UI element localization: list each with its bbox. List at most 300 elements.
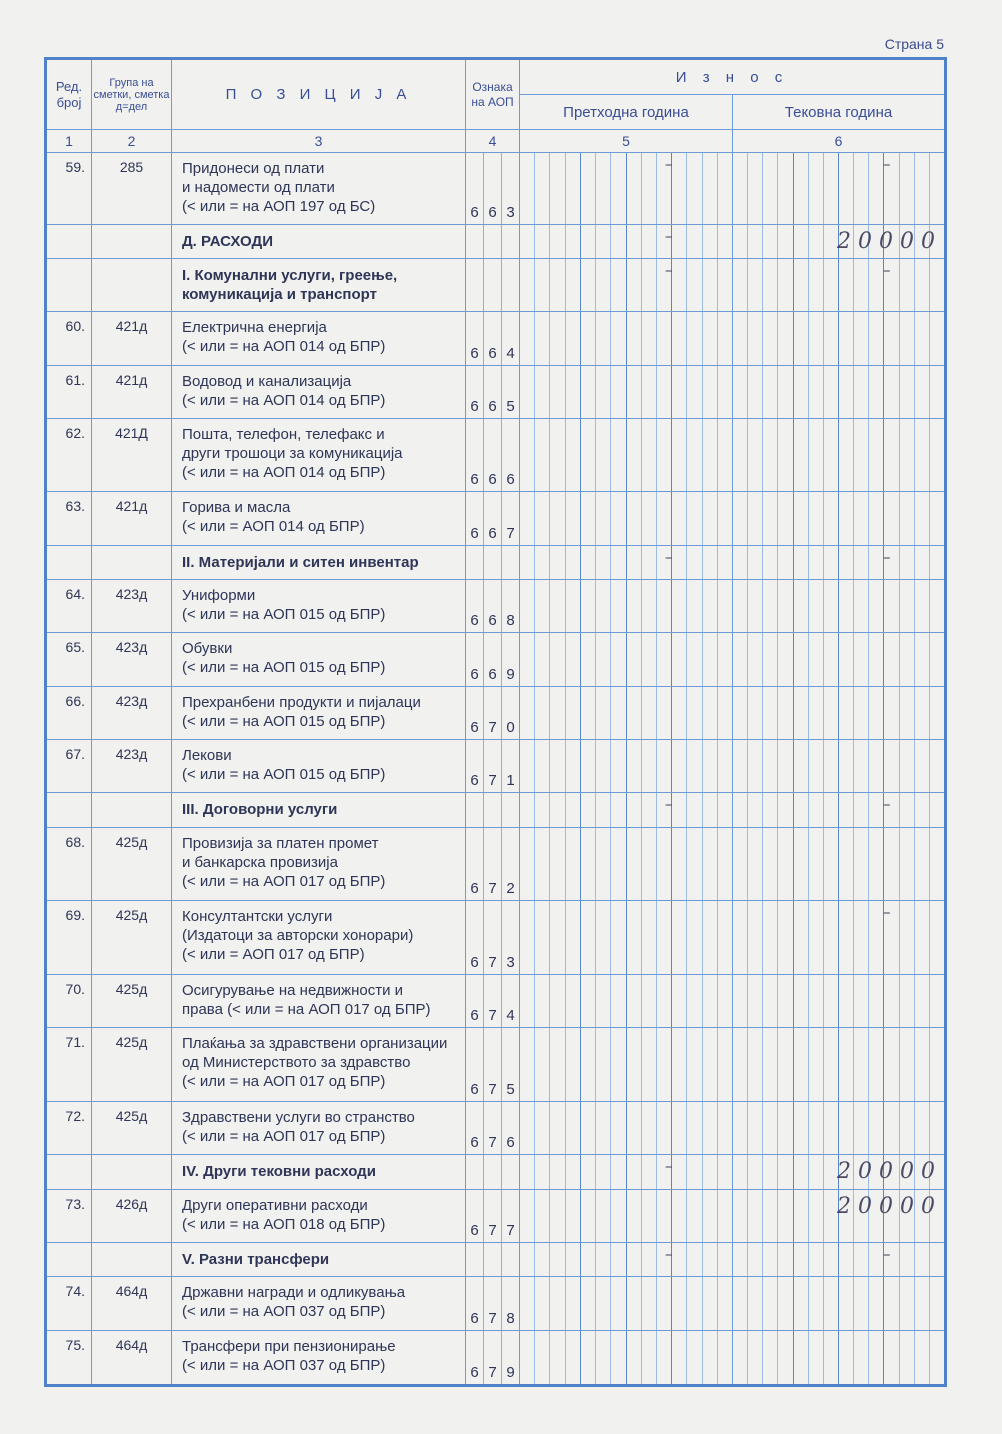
aop-digit: 0 bbox=[501, 719, 519, 736]
col-number-4: 4 bbox=[466, 130, 520, 153]
position-description: Трансфери при пензионирање (< или = на АОП 037 од БПР) bbox=[172, 1330, 466, 1385]
amount-current-year[interactable] bbox=[733, 1028, 946, 1102]
aop-grid bbox=[466, 225, 519, 259]
aop-digit: 6 bbox=[470, 771, 479, 789]
amount-grid bbox=[520, 633, 732, 685]
row-number: 75. bbox=[46, 1330, 92, 1385]
aop-digit: 6 bbox=[483, 666, 501, 683]
amount-previous-year[interactable] bbox=[520, 633, 733, 686]
form-rows bbox=[46, 153, 946, 1386]
account-group: 425д bbox=[92, 1101, 172, 1154]
aop-digit: 6 bbox=[470, 524, 479, 542]
amount-grid bbox=[520, 793, 732, 827]
aop-digit: 7 bbox=[483, 719, 501, 736]
amount-previous-year[interactable] bbox=[520, 827, 733, 901]
amount-grid bbox=[733, 687, 944, 739]
aop-code bbox=[466, 827, 520, 901]
aop-code bbox=[466, 224, 520, 259]
aop-digit: 6 bbox=[470, 665, 479, 683]
amount-grid bbox=[520, 366, 732, 418]
aop-digit: 6 bbox=[470, 344, 479, 362]
account-group: 425д bbox=[92, 827, 172, 901]
aop-digit: 6 bbox=[470, 1133, 479, 1151]
handwritten-dash: – bbox=[883, 155, 891, 173]
amount-grid bbox=[520, 225, 732, 259]
amount-grid bbox=[520, 1190, 732, 1242]
row-number: 62. bbox=[46, 418, 92, 492]
position-description: Лекови (< или = на АОП 015 од БПР) bbox=[172, 739, 466, 792]
amount-current-year[interactable] bbox=[733, 1101, 946, 1154]
aop-digit: 5 bbox=[501, 1081, 519, 1098]
account-group: 425д bbox=[92, 1028, 172, 1102]
amount-grid bbox=[733, 312, 944, 364]
aop-digit: 5 bbox=[501, 398, 519, 415]
handwritten-dash: – bbox=[883, 1244, 891, 1263]
aop-code bbox=[466, 974, 520, 1027]
aop-digit: 6 bbox=[483, 471, 501, 488]
aop-digit: 7 bbox=[483, 1007, 501, 1024]
amount-current-year[interactable] bbox=[733, 580, 946, 633]
handwritten-dash: – bbox=[665, 1244, 673, 1263]
aop-digit: 6 bbox=[483, 525, 501, 542]
account-group: 464д bbox=[92, 1330, 172, 1385]
handwritten-dash: – bbox=[665, 261, 673, 280]
aop-digits bbox=[466, 1310, 519, 1327]
row-number: 65. bbox=[46, 633, 92, 686]
amount-current-year[interactable] bbox=[733, 312, 946, 365]
aop-code bbox=[466, 1242, 520, 1277]
header-grupa-smetki: Група на сметки, сметка д=дел bbox=[92, 59, 172, 130]
amount-previous-year[interactable] bbox=[520, 492, 733, 545]
header-pozicija: П О З И Ц И Ј А bbox=[172, 59, 466, 130]
table-row bbox=[46, 580, 946, 633]
aop-digit: 6 bbox=[470, 880, 479, 898]
table-row bbox=[46, 633, 946, 686]
amount-previous-year[interactable] bbox=[520, 1330, 733, 1385]
amount-grid bbox=[520, 312, 732, 364]
account-group: 421д bbox=[92, 312, 172, 365]
row-number: 67. bbox=[46, 739, 92, 792]
row-number: 70. bbox=[46, 974, 92, 1027]
aop-digits bbox=[466, 204, 519, 221]
table-row bbox=[46, 1330, 946, 1385]
amount-previous-year[interactable] bbox=[520, 365, 733, 418]
aop-digit: 3 bbox=[501, 954, 519, 971]
aop-code bbox=[466, 259, 520, 312]
aop-digits bbox=[466, 612, 519, 629]
header-red-broj: Ред. број bbox=[46, 59, 92, 130]
position-description: Пошта, телефон, телефакс и други трошоци за комуникација (< или = на АОП 014 од БПР) bbox=[172, 418, 466, 492]
handwritten-dash: – bbox=[665, 226, 673, 245]
amount-current-year[interactable] bbox=[733, 1330, 946, 1385]
amount-grid bbox=[520, 580, 732, 632]
amount-grid bbox=[733, 901, 944, 974]
aop-digits bbox=[466, 345, 519, 362]
aop-digit: 6 bbox=[483, 204, 501, 221]
table-row bbox=[46, 1277, 946, 1330]
aop-code bbox=[466, 1277, 520, 1330]
position-description: Провизија за платен промет и банкарска провизија (< или = на АОП 017 од БПР) bbox=[172, 827, 466, 901]
col-number-1: 1 bbox=[46, 130, 92, 153]
amount-current-year[interactable] bbox=[733, 633, 946, 686]
aop-digit: 7 bbox=[483, 1134, 501, 1151]
position-description: Здравствени услуги во странство (< или = на АОП 017 од БПР) bbox=[172, 1101, 466, 1154]
amount-previous-year[interactable] bbox=[520, 312, 733, 365]
aop-digit: 9 bbox=[501, 666, 519, 683]
row-number: 59. bbox=[46, 153, 92, 225]
row-number bbox=[46, 1242, 92, 1277]
aop-code bbox=[466, 901, 520, 975]
account-group: 425д bbox=[92, 974, 172, 1027]
col-number-6: 6 bbox=[733, 130, 946, 153]
handwritten-dash: – bbox=[665, 794, 673, 813]
amount-current-year[interactable] bbox=[733, 792, 946, 827]
row-number: 60. bbox=[46, 312, 92, 365]
account-group bbox=[92, 1242, 172, 1277]
amount-current-year[interactable] bbox=[733, 418, 946, 492]
position-description: Обувки (< или = на АОП 015 од БПР) bbox=[172, 633, 466, 686]
handwritten-dash: – bbox=[883, 794, 891, 813]
col-number-5: 5 bbox=[520, 130, 733, 153]
row-number bbox=[46, 545, 92, 580]
amount-previous-year[interactable] bbox=[520, 1189, 733, 1242]
header-iznos: И з н о с bbox=[520, 59, 946, 95]
amount-grid bbox=[733, 546, 944, 580]
aop-digit: 6 bbox=[470, 471, 479, 489]
row-number: 71. bbox=[46, 1028, 92, 1102]
amount-previous-year[interactable] bbox=[520, 418, 733, 492]
handwritten-dash: – bbox=[665, 155, 673, 173]
account-group: 421д bbox=[92, 365, 172, 418]
aop-digit: 1 bbox=[501, 772, 519, 789]
row-number bbox=[46, 792, 92, 827]
aop-digit: 6 bbox=[470, 203, 479, 221]
account-group: 423д bbox=[92, 739, 172, 792]
amount-current-year[interactable] bbox=[733, 686, 946, 739]
aop-digit: 6 bbox=[470, 953, 479, 971]
handwritten-dash: – bbox=[665, 547, 673, 566]
amount-current-year[interactable] bbox=[733, 974, 946, 1027]
aop-digits bbox=[466, 666, 519, 683]
aop-digits bbox=[466, 772, 519, 789]
aop-code bbox=[466, 792, 520, 827]
aop-digits bbox=[466, 398, 519, 415]
aop-digit: 7 bbox=[483, 1310, 501, 1327]
aop-grid bbox=[466, 546, 519, 580]
position-description: Униформи (< или = на АОП 015 од БПР) bbox=[172, 580, 466, 633]
account-group: 426д bbox=[92, 1189, 172, 1242]
aop-digit: 6 bbox=[470, 397, 479, 415]
aop-digit: 6 bbox=[501, 471, 519, 488]
position-description: Други оперативни расходи (< или = на АОП 018 од БПР) bbox=[172, 1189, 466, 1242]
amount-current-year[interactable] bbox=[733, 259, 946, 312]
section-row bbox=[46, 1154, 946, 1189]
table-row bbox=[46, 1101, 946, 1154]
amount-grid bbox=[733, 366, 944, 418]
aop-digit: 6 bbox=[470, 1221, 479, 1239]
row-number: 66. bbox=[46, 686, 92, 739]
handwritten-dash: – bbox=[883, 261, 891, 280]
table-row bbox=[46, 739, 946, 792]
aop-grid bbox=[466, 793, 519, 827]
amount-previous-year[interactable] bbox=[520, 739, 733, 792]
aop-digit: 8 bbox=[501, 612, 519, 629]
section-title: IV. Други тековни расходи bbox=[172, 1154, 466, 1189]
aop-digit: 6 bbox=[483, 612, 501, 629]
amount-current-year[interactable] bbox=[733, 827, 946, 901]
amount-grid bbox=[733, 975, 944, 1027]
page-number-label: Страна 5 bbox=[884, 36, 944, 52]
amount-grid bbox=[733, 259, 944, 311]
amount-previous-year[interactable] bbox=[520, 1277, 733, 1330]
amount-current-year[interactable] bbox=[733, 1277, 946, 1330]
section-row bbox=[46, 259, 946, 312]
row-number: 72. bbox=[46, 1101, 92, 1154]
account-group bbox=[92, 1154, 172, 1189]
position-description: Горива и масла (< или = АОП 014 од БПР) bbox=[172, 492, 466, 545]
aop-digit: 2 bbox=[501, 880, 519, 897]
amount-grid bbox=[733, 740, 944, 792]
aop-grid bbox=[466, 259, 519, 311]
aop-digit: 6 bbox=[470, 612, 479, 630]
account-group bbox=[92, 224, 172, 259]
amount-grid bbox=[520, 687, 732, 739]
aop-code bbox=[466, 492, 520, 545]
aop-digits bbox=[466, 954, 519, 971]
table-row bbox=[46, 418, 946, 492]
position-description: Државни награди и одликувања (< или = на АОП 037 од БПР) bbox=[172, 1277, 466, 1330]
aop-digit: 9 bbox=[501, 1364, 519, 1381]
amount-current-year[interactable] bbox=[733, 739, 946, 792]
amount-current-year[interactable] bbox=[733, 901, 946, 975]
aop-digit: 6 bbox=[470, 1080, 479, 1098]
table-row bbox=[46, 492, 946, 545]
amount-previous-year[interactable] bbox=[520, 901, 733, 975]
amount-previous-year[interactable] bbox=[520, 1101, 733, 1154]
account-group bbox=[92, 792, 172, 827]
row-number: 69. bbox=[46, 901, 92, 975]
amount-grid bbox=[733, 633, 944, 685]
amount-current-year[interactable] bbox=[733, 1189, 946, 1242]
position-description: Придонеси од плати и надомести од плати (< или = на АОП 197 од БС) bbox=[172, 153, 466, 225]
col-number-3: 3 bbox=[172, 130, 466, 153]
position-description: Водовод и канализација (< или = на АОП 014 од БПР) bbox=[172, 365, 466, 418]
aop-digits bbox=[466, 880, 519, 897]
aop-digit: 8 bbox=[501, 1310, 519, 1327]
aop-digit: 6 bbox=[501, 1134, 519, 1151]
account-group: 425д bbox=[92, 901, 172, 975]
amount-grid bbox=[733, 1102, 944, 1154]
amount-grid bbox=[520, 740, 732, 792]
aop-form-table bbox=[44, 57, 947, 1387]
amount-grid bbox=[733, 580, 944, 632]
position-description: Консултантски услуги (Издатоци за авторски хонорари) (< или = АОП 017 од БПР) bbox=[172, 901, 466, 975]
header-oznaka-aop: Ознака на АОП bbox=[466, 59, 520, 130]
amount-grid bbox=[733, 1277, 944, 1329]
position-description: Осигурување на недвижности и права (< или = на АОП 017 од БПР) bbox=[172, 974, 466, 1027]
amount-previous-year[interactable] bbox=[520, 1028, 733, 1102]
aop-code bbox=[466, 1028, 520, 1102]
amount-grid bbox=[520, 1102, 732, 1154]
aop-digit: 7 bbox=[483, 1364, 501, 1381]
account-group: 285 bbox=[92, 153, 172, 225]
amount-current-year[interactable] bbox=[733, 153, 946, 225]
table-row bbox=[46, 686, 946, 739]
amount-previous-year[interactable] bbox=[520, 545, 733, 580]
aop-digit: 7 bbox=[501, 1222, 519, 1239]
amount-grid bbox=[520, 828, 732, 901]
table-row bbox=[46, 153, 946, 225]
aop-digit: 6 bbox=[483, 398, 501, 415]
aop-grid bbox=[466, 1155, 519, 1189]
amount-grid bbox=[733, 492, 944, 544]
table-row bbox=[46, 312, 946, 365]
row-number bbox=[46, 224, 92, 259]
amount-grid bbox=[520, 1331, 732, 1384]
aop-digit: 4 bbox=[501, 345, 519, 362]
aop-digit: 6 bbox=[470, 1309, 479, 1327]
amount-grid bbox=[520, 419, 732, 492]
section-row bbox=[46, 545, 946, 580]
account-group bbox=[92, 545, 172, 580]
aop-digit: 7 bbox=[483, 954, 501, 971]
header-tekovna-godina: Тековна година bbox=[733, 95, 946, 130]
amount-previous-year[interactable] bbox=[520, 580, 733, 633]
header-prethodna-godina: Претходна година bbox=[520, 95, 733, 130]
aop-code bbox=[466, 365, 520, 418]
account-group: 423д bbox=[92, 580, 172, 633]
account-group: 423д bbox=[92, 633, 172, 686]
aop-digit: 7 bbox=[501, 525, 519, 542]
aop-digit: 7 bbox=[483, 1222, 501, 1239]
amount-previous-year[interactable] bbox=[520, 153, 733, 225]
col-number-2: 2 bbox=[92, 130, 172, 153]
amount-grid bbox=[733, 1028, 944, 1101]
amount-grid bbox=[520, 901, 732, 974]
table-row bbox=[46, 365, 946, 418]
position-description: Електрична енергија (< или = на АОП 014 од БПР) bbox=[172, 312, 466, 365]
row-number: 64. bbox=[46, 580, 92, 633]
amount-current-year[interactable] bbox=[733, 224, 946, 259]
amount-previous-year[interactable] bbox=[520, 792, 733, 827]
aop-code bbox=[466, 312, 520, 365]
aop-code bbox=[466, 1154, 520, 1189]
aop-digit: 3 bbox=[501, 204, 519, 221]
section-title: V. Разни трансфери bbox=[172, 1242, 466, 1277]
table-row bbox=[46, 1189, 946, 1242]
handwritten-amount: 20000 bbox=[837, 1158, 942, 1184]
amount-grid bbox=[520, 153, 732, 224]
row-number bbox=[46, 259, 92, 312]
amount-previous-year[interactable] bbox=[520, 224, 733, 259]
aop-digit: 6 bbox=[483, 345, 501, 362]
table-row bbox=[46, 974, 946, 1027]
aop-code bbox=[466, 633, 520, 686]
amount-grid bbox=[520, 1155, 732, 1189]
aop-digit: 7 bbox=[483, 772, 501, 789]
table-row bbox=[46, 901, 946, 975]
position-description: Плаќања за здравствени организации од Министерството за здравство (< или = на АОП 017 од БПР) bbox=[172, 1028, 466, 1102]
account-group: 421д bbox=[92, 492, 172, 545]
section-title: Д. РАСХОДИ bbox=[172, 224, 466, 259]
aop-code bbox=[466, 686, 520, 739]
aop-digits bbox=[466, 1081, 519, 1098]
row-number: 74. bbox=[46, 1277, 92, 1330]
amount-previous-year[interactable] bbox=[520, 1242, 733, 1277]
amount-grid bbox=[520, 1277, 732, 1329]
amount-current-year[interactable] bbox=[733, 365, 946, 418]
handwritten-amount: 20000 bbox=[837, 228, 942, 254]
aop-digit: 4 bbox=[501, 1007, 519, 1024]
aop-digit: 7 bbox=[483, 1081, 501, 1098]
aop-code bbox=[466, 418, 520, 492]
aop-digits bbox=[466, 525, 519, 542]
amount-previous-year[interactable] bbox=[520, 974, 733, 1027]
amount-previous-year[interactable] bbox=[520, 259, 733, 312]
amount-grid bbox=[733, 1331, 944, 1384]
amount-grid bbox=[733, 828, 944, 901]
row-number: 73. bbox=[46, 1189, 92, 1242]
position-description: Прехранбени продукти и пијалаци (< или = на АОП 015 од БПР) bbox=[172, 686, 466, 739]
amount-grid bbox=[520, 546, 732, 580]
aop-digits bbox=[466, 1364, 519, 1381]
aop-grid bbox=[466, 1243, 519, 1277]
amount-previous-year[interactable] bbox=[520, 686, 733, 739]
amount-current-year[interactable] bbox=[733, 545, 946, 580]
aop-digits bbox=[466, 471, 519, 488]
section-row bbox=[46, 1242, 946, 1277]
aop-code bbox=[466, 1189, 520, 1242]
aop-digits bbox=[466, 1134, 519, 1151]
aop-code bbox=[466, 153, 520, 225]
amount-current-year[interactable] bbox=[733, 492, 946, 545]
account-group: 423д bbox=[92, 686, 172, 739]
amount-grid bbox=[520, 492, 732, 544]
section-row bbox=[46, 792, 946, 827]
section-title: II. Материјали и ситен инвентар bbox=[172, 545, 466, 580]
amount-current-year[interactable] bbox=[733, 1242, 946, 1277]
amount-current-year[interactable] bbox=[733, 1154, 946, 1189]
amount-grid bbox=[520, 259, 732, 311]
aop-digits bbox=[466, 1007, 519, 1024]
table-row bbox=[46, 1028, 946, 1102]
section-row bbox=[46, 224, 946, 259]
row-number: 63. bbox=[46, 492, 92, 545]
section-title: I. Комунални услуги, греење, комуникација и транспорт bbox=[172, 259, 466, 312]
aop-code bbox=[466, 1330, 520, 1385]
aop-digit: 7 bbox=[483, 880, 501, 897]
table-row bbox=[46, 827, 946, 901]
handwritten-dash: – bbox=[883, 903, 891, 922]
row-number: 61. bbox=[46, 365, 92, 418]
amount-previous-year[interactable] bbox=[520, 1154, 733, 1189]
row-number: 68. bbox=[46, 827, 92, 901]
row-number bbox=[46, 1154, 92, 1189]
amount-grid bbox=[733, 793, 944, 827]
handwritten-dash: – bbox=[665, 1156, 673, 1175]
aop-digit: 6 bbox=[470, 1364, 479, 1381]
amount-grid bbox=[520, 975, 732, 1027]
aop-digits bbox=[466, 719, 519, 736]
handwritten-dash: – bbox=[883, 547, 891, 566]
handwritten-amount: 20000 bbox=[837, 1193, 942, 1219]
account-group: 464д bbox=[92, 1277, 172, 1330]
aop-code bbox=[466, 739, 520, 792]
amount-grid bbox=[733, 1243, 944, 1277]
amount-grid bbox=[733, 153, 944, 224]
aop-digit: 6 bbox=[470, 718, 479, 736]
aop-code bbox=[466, 1101, 520, 1154]
